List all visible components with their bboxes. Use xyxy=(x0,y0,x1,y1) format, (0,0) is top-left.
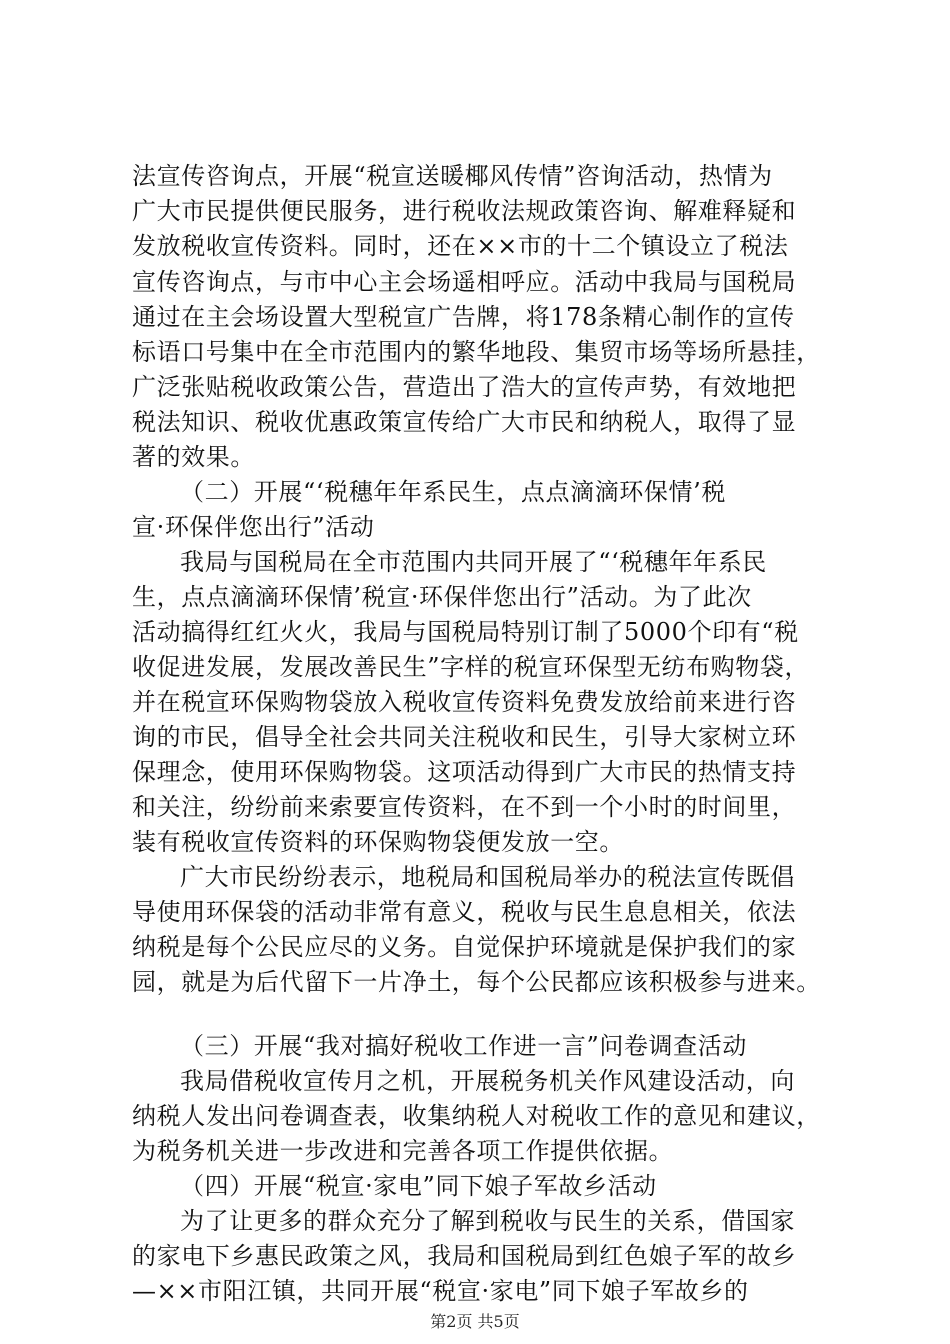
section-heading: （三）开展“我对搞好税收工作进一言”问卷调查活动 xyxy=(180,1032,747,1060)
text-line: 纳税人发出问卷调查表，收集纳税人对税收工作的意见和建议， xyxy=(132,1102,821,1130)
text-line: —××市阳江镇，共同开展“税宣·家电”同下娘子军故乡的 xyxy=(132,1277,749,1305)
text-line: 发放税收宣传资料。同时，还在××市的十二个镇设立了税法 xyxy=(132,232,789,260)
text-line: 宣传咨询点，与市中心主会场遥相呼应。活动中我局与国税局 xyxy=(132,268,797,296)
text-line: 纳税是每个公民应尽的义务。自觉保护环境就是保护我们的家 xyxy=(132,933,797,961)
text-line: 装有税收宣传资料的环保购物袋便发放一空。 xyxy=(132,828,624,856)
text-line: 保理念，使用环保购物袋。这项活动得到广大市民的热情支持 xyxy=(132,758,797,786)
section-heading-continued: 宣·环保伴您出行”活动 xyxy=(132,513,375,541)
text-line: 标语口号集中在全市范围内的繁华地段、集贸市场等场所悬挂， xyxy=(132,338,821,366)
page-number: 第2页 共5页 xyxy=(430,1312,520,1331)
text-line: 活动搞得红红火火，我局与国税局特别订制了5000个印有“税 xyxy=(132,618,799,646)
text-line: 法宣传咨询点，开展“税宣送暖椰风传情”咨询活动，热情为 xyxy=(132,162,773,190)
text-line: 我局借税收宣传月之机，开展税务机关作风建设活动，向 xyxy=(180,1067,795,1095)
text-line: 广大市民提供便民服务，进行税收法规政策咨询、解难释疑和 xyxy=(132,197,797,225)
text-line: 询的市民，倡导全社会共同关注税收和民生，引导大家树立环 xyxy=(132,723,797,751)
section-heading: （四）开展“税宣·家电”同下娘子军故乡活动 xyxy=(180,1172,657,1200)
text-line: 税法知识、税收优惠政策宣传给广大市民和纳税人，取得了显 xyxy=(132,408,797,436)
text-line: 的家电下乡惠民政策之风，我局和国税局到红色娘子军的故乡 xyxy=(132,1242,797,1270)
text-line: 园，就是为后代留下一片净土，每个公民都应该积极参与进来。 xyxy=(132,968,821,996)
text-line: 广大市民纷纷表示，地税局和国税局举办的税法宣传既倡 xyxy=(180,863,795,891)
text-line: 为税务机关进一步改进和完善各项工作提供依据。 xyxy=(132,1137,674,1165)
text-line: 并在税宣环保购物袋放入税收宣传资料免费发放给前来进行咨 xyxy=(132,688,797,716)
text-line: 我局与国税局在全市范围内共同开展了“‘税穗年年系民 xyxy=(180,548,767,576)
text-line: 生，点点滴滴环保情’税宣·环保伴您出行”活动。为了此次 xyxy=(132,583,752,611)
text-line: 著的效果。 xyxy=(132,443,255,471)
section-heading: （二）开展“‘税穗年年系民生，点点滴滴环保情’税 xyxy=(180,478,726,506)
text-line: 广泛张贴税收政策公告，营造出了浩大的宣传声势，有效地把 xyxy=(132,373,797,401)
text-line: 通过在主会场设置大型税宣广告牌，将178条精心制作的宣传 xyxy=(132,303,795,331)
text-line: 导使用环保袋的活动非常有意义，税收与民生息息相关，依法 xyxy=(132,898,797,926)
text-line: 收促进发展，发展改善民生”字样的税宣环保型无纺布购物袋， xyxy=(132,653,810,681)
text-line: 为了让更多的群众充分了解到税收与民生的关系，借国家 xyxy=(180,1207,795,1235)
text-line: 和关注，纷纷前来索要宣传资料，在不到一个小时的时间里， xyxy=(132,793,797,821)
